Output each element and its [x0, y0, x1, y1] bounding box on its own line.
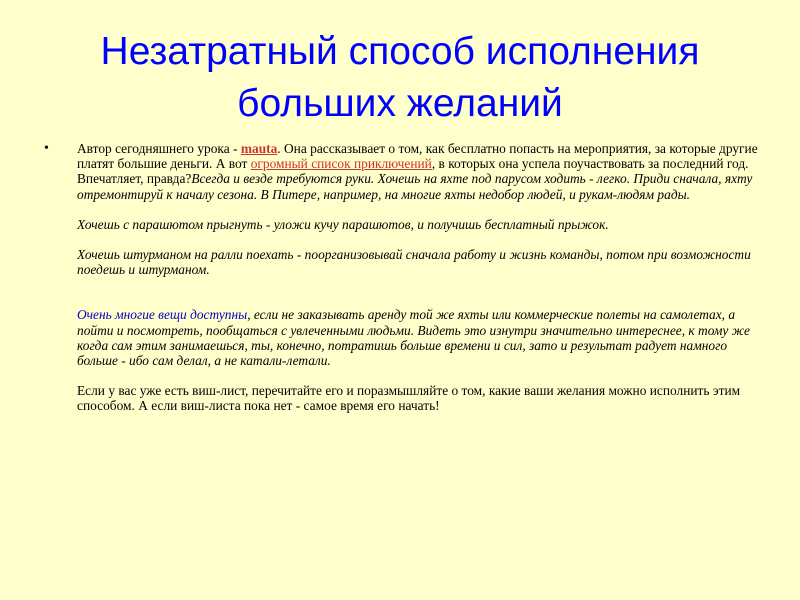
paragraph-parachute: Хочешь с парашютом прыгнуть - уложи кучу парашютов, и получишь бесплатный прыжок.: [77, 216, 609, 232]
paragraph-accessible: [77, 307, 762, 368]
author-link[interactable]: mauta: [240, 141, 278, 156]
intro-italic-text: Всегда и везде требуются руки. Хочешь на яхте под парусом ходить - легко. Приди сначала, яхту отремонтируй к началу сезона. В Питере, например, на многие яхты недобор людей, и рукам-людям рады.: [77, 171, 753, 202]
intro-text-1: Автор сегодняшнего урока -: [77, 141, 241, 156]
spacer: [77, 368, 762, 383]
adventures-list-link[interactable]: огромный список приключений: [250, 156, 432, 172]
spacer: [77, 202, 762, 217]
paragraph-intro: [77, 141, 762, 202]
intro-text-3: , в которых она успела поучаствовать за последний год. Впечатляет, правда?: [77, 156, 749, 187]
paragraph-rally: Хочешь штурманом на ралли поехать - поорганизовывай сначала работу и жизнь команды, потом при возможности поедешь и штурманом.: [77, 247, 751, 278]
spacer: [77, 232, 762, 247]
slide-title: Незатратный способ исполнения больших желаний: [100, 30, 700, 125]
paragraph-wishlist: Если у вас уже есть виш-лист, перечитайте его и поразмышляйте о том, какие ваши желания можно исполнить этим способом. А если виш-листа пока нет - самое время его начать!: [77, 383, 741, 414]
spacer: [77, 277, 762, 307]
accessible-text: , если не заказывать аренду той же яхты или коммерческие полеты на самолетах, а пойти и посмотреть, пообщаться с увлеченными людьми. Видеть это изнутри значительно интереснее, к тому же когда сам этим занимаешься, ты, конечно, потратишь больше времени и сил, зато и результат радует намного больше - ибо сам делал, а не катали-летали.: [77, 307, 750, 369]
bullet-marker: •: [44, 141, 49, 156]
slide-body: [77, 141, 762, 414]
intro-text-2: . Она рассказывает о том, как бесплатно попасть на мероприятия, за которые другие платят большие деньги. А вот: [77, 141, 758, 172]
accessible-highlight: Очень многие вещи доступны: [77, 307, 248, 323]
